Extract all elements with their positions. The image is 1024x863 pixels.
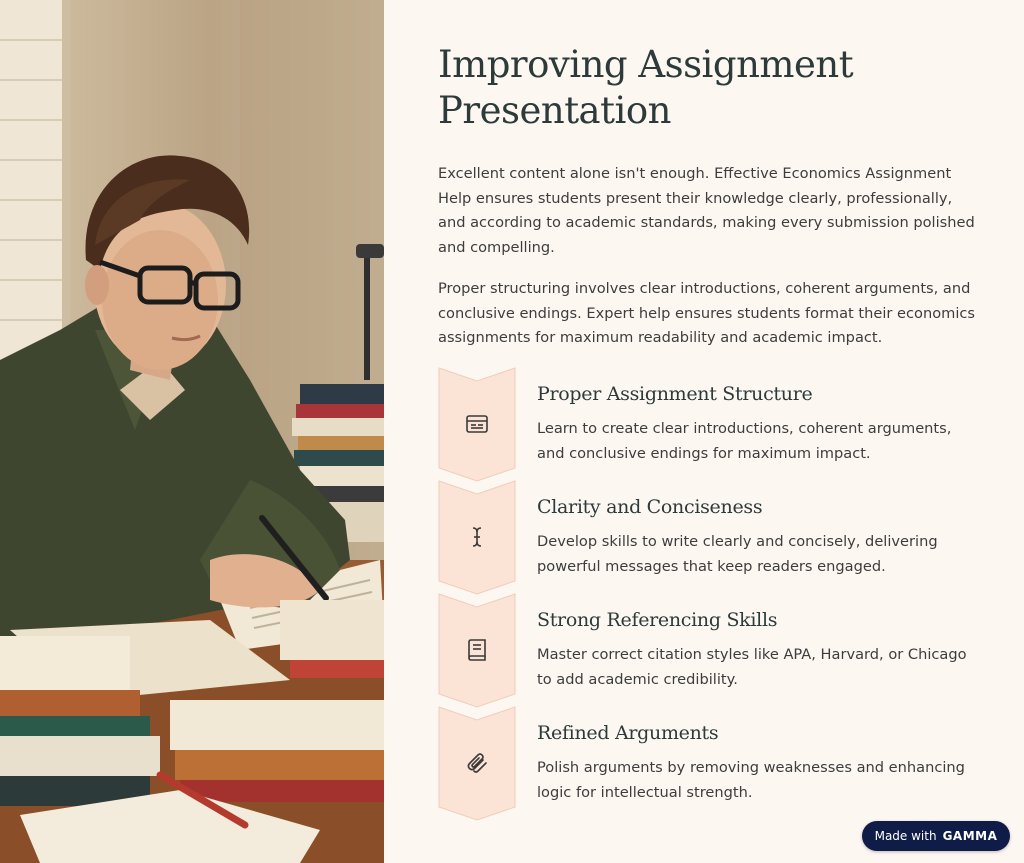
feature-item-referencing	[438, 593, 998, 705]
structure-paragraph: Proper structuring involves clear introductions, coherent arguments, and conclusive endings. Expert help ensures students format their economics assignments for maximum readability and academic impact.	[438, 280, 976, 346]
feature-description: Learn to create clear introductions, coherent arguments, and conclusive endings for maximum impact.	[537, 420, 952, 462]
feature-description: Develop skills to write clearly and concisely, delivering powerful messages that keep readers engaged.	[537, 533, 938, 575]
chevron-marker	[438, 480, 516, 596]
chevron-marker	[438, 593, 516, 709]
feature-item-arguments	[438, 706, 998, 818]
feature-description: Master correct citation styles like APA, Harvard, or Chicago to add academic credibility.	[537, 646, 967, 688]
badge-prefix: Made with	[874, 829, 937, 843]
intro-paragraph: Excellent content alone isn't enough. Effective Economics Assignment Help ensures students present their knowledge clearly, professionally, and according to academic standards, making every submission polished and compelling.	[438, 165, 975, 256]
paperclip-icon	[464, 750, 490, 776]
feature-title: Proper Assignment Structure	[537, 383, 813, 405]
chevron-marker	[438, 367, 516, 483]
feature-title: Clarity and Conciseness	[537, 496, 763, 518]
gamma-logo-text: GAMMA	[942, 829, 998, 843]
page-title: Improving Assignment Presentation	[438, 43, 854, 132]
chevron-marker	[438, 706, 516, 822]
text-cursor-icon	[464, 524, 490, 550]
student-studying-illustration	[0, 0, 384, 863]
made-with-gamma-badge[interactable]	[862, 821, 1010, 851]
layout-list-icon	[464, 411, 490, 437]
hero-photo	[0, 0, 384, 863]
feature-item-structure	[438, 367, 998, 479]
feature-item-clarity	[438, 480, 998, 592]
feature-title: Refined Arguments	[537, 722, 719, 744]
book-icon	[464, 637, 490, 663]
feature-title: Strong Referencing Skills	[537, 609, 778, 631]
feature-description: Polish arguments by removing weaknesses and enhancing logic for intellectual strength.	[537, 759, 965, 801]
